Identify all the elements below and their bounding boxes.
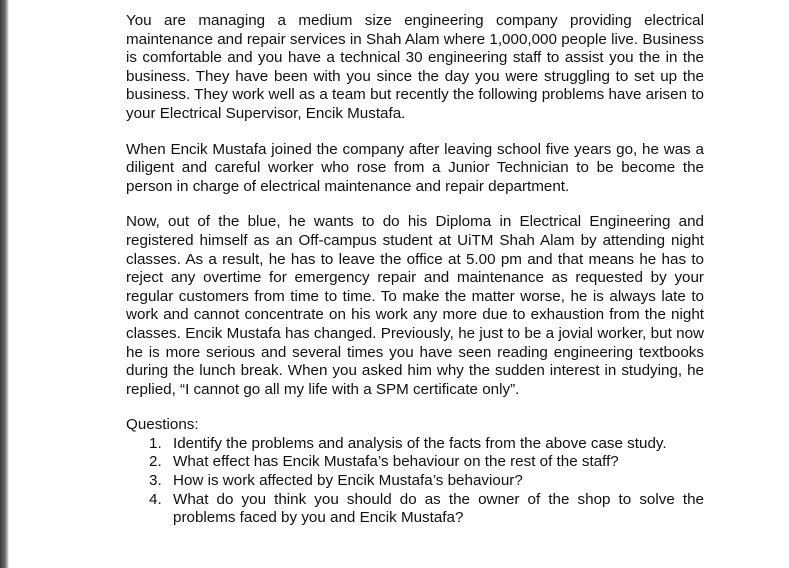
case-study-document: [126, 12, 704, 528]
question-text: How is work affected by Encik Mustafa’s behaviour?: [173, 472, 523, 490]
question-item-1: [126, 435, 704, 454]
question-number: 4.: [149, 490, 162, 508]
question-text: Identify the problems and analysis of the facts from the above case study.: [173, 434, 667, 452]
paragraph-situation: Now, out of the blue, he wants to do his Diploma in Electrical Engineering and registered himself as an Off-campus student at UiTM Shah Alam by attending night classes. As a result, he has to leave the office at 5.00 pm and that means he has to reject any overtime for emergency repair and maintenance as requested by your regular customers from time to time. To make the matter worse, he is always late to work and cannot concentrate on his work any more due to exhaustion from the night classes. Encik Mustafa has changed. Previously, he just to be a jovial worker, but now he is more serious and several times you have seen reading engineering textbooks during the lunch break. When you asked him why the sudden interest in studying, he replied, “I cannot go all my life with a SPM certificate only”.: [126, 213, 704, 398]
question-text: What effect has Encik Mustafa’s behaviour on the rest of the staff?: [173, 453, 619, 471]
paragraph-intro: You are managing a medium size engineering company providing electrical maintenance and repair services in Shah Alam where 1,000,000 people live. Business is comfortable and you have a technical 30 engineering staff to assist you the in the business. They have been with you since the day you were struggling to set up the business. They work well as a team but recently the following problems have arisen to your Electrical Supervisor, Encik Mustafa.: [126, 12, 704, 122]
page-edge-shadow: [0, 0, 9, 568]
question-item-2: [126, 453, 704, 472]
questions-heading: Questions:: [126, 416, 199, 434]
question-number: 1.: [149, 434, 162, 452]
question-number: 2.: [149, 453, 162, 471]
question-number: 3.: [149, 472, 162, 490]
question-item-3: [126, 472, 704, 491]
paragraph-background: When Encik Mustafa joined the company after leaving school five years go, he was a diligent and careful worker who rose from a Junior Technician to be become the person in charge of electrical maintenance and repair department.: [126, 140, 704, 195]
question-text: What do you think you should do as the owner of the shop to solve the problems faced by you and Encik Mustafa?: [173, 490, 704, 527]
questions-list: [126, 435, 704, 528]
question-item-4: [126, 491, 704, 528]
